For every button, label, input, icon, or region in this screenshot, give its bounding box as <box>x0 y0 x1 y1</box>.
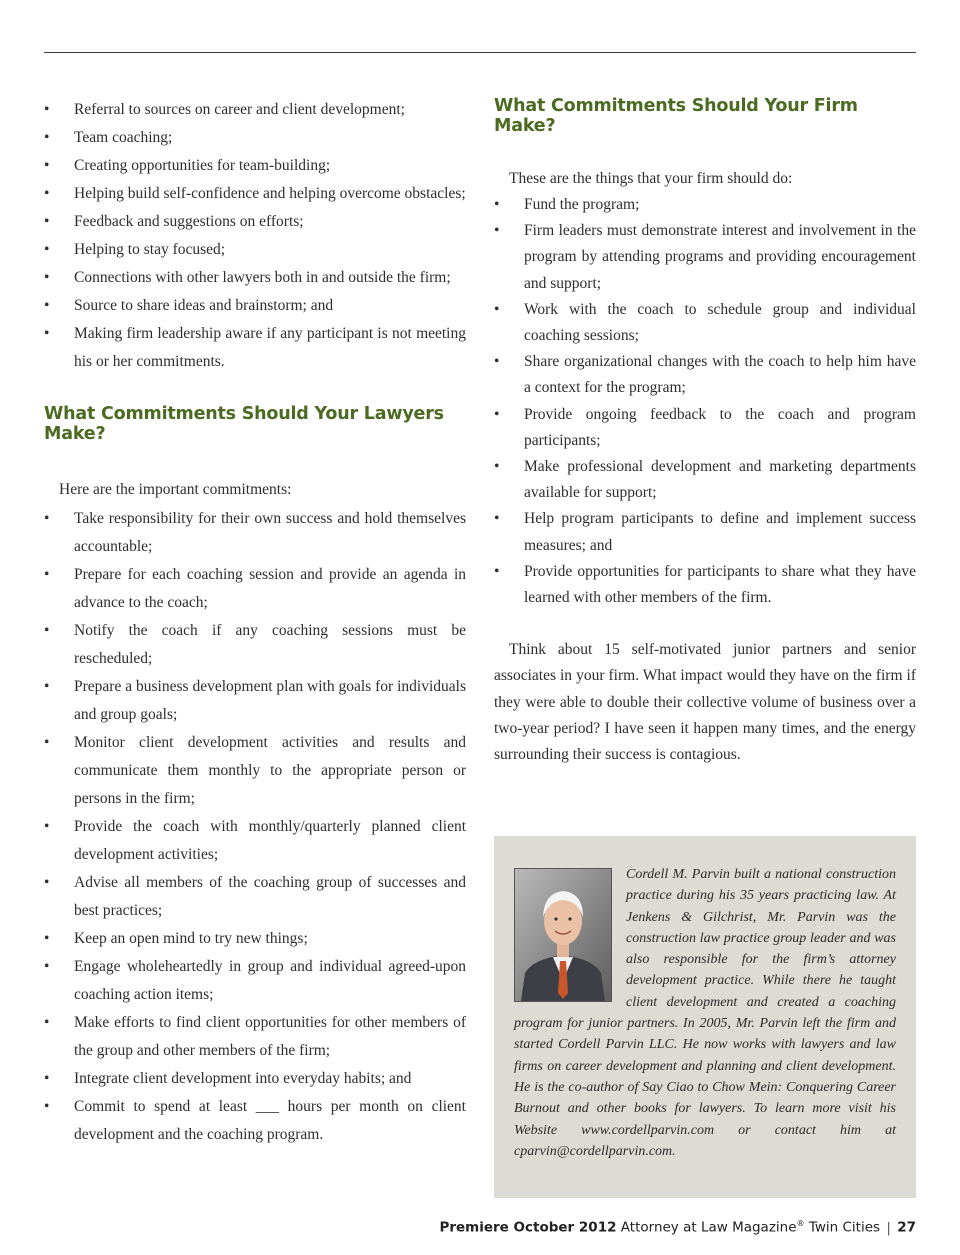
list-item: • Creating opportunities for team-building; <box>44 152 466 180</box>
list-item: • Connections with other lawyers both in and outside the firm; <box>44 264 466 292</box>
list-item: • Provide the coach with monthly/quarterly planned client development activities; <box>44 813 466 869</box>
footer-magazine: Attorney at Law Magazine <box>620 1219 797 1236</box>
list-item: • Source to share ideas and brainstorm; and <box>44 292 466 320</box>
list-item: • Feedback and suggestions on efforts; <box>44 208 466 236</box>
list-item: • Team coaching; <box>44 124 466 152</box>
list-item: • Referral to sources on career and client development; <box>44 96 466 124</box>
list-item: • Keep an open mind to try new things; <box>44 925 466 953</box>
right-column <box>494 96 916 768</box>
list-item: • Making firm leadership aware if any participant is not meeting his or her commitments. <box>44 320 466 376</box>
author-photo <box>514 868 612 1002</box>
list-item: • Firm leaders must demonstrate interest and involvement in the program by attending programs and providing encouragement and support; <box>494 218 916 297</box>
page-footer <box>439 1219 916 1236</box>
closing-paragraph: Think about 15 self-motivated junior partners and senior associates in your firm. What impact would they have on the firm if they were able to double their collective volume of business over a two-year period? I have seen it happen many times, and the energy surrounding their success is contagious. <box>494 641 916 764</box>
top-rule <box>44 52 916 53</box>
list-item: • Prepare for each coaching session and provide an agenda in advance to the coach; <box>44 561 466 617</box>
list-item: • Helping build self-confidence and helping overcome obstacles; <box>44 180 466 208</box>
list-item: • Share organizational changes with the coach to help him have a context for the program; <box>494 349 916 401</box>
list-item: • Prepare a business development plan with goals for individuals and group goals; <box>44 673 466 729</box>
list-item: • Make professional development and marketing departments available for support; <box>494 454 916 506</box>
list-item: • Fund the program; <box>494 192 916 218</box>
list-item: • Provide ongoing feedback to the coach and program participants; <box>494 402 916 454</box>
author-portrait-icon <box>515 869 611 1001</box>
left-column <box>44 96 466 1149</box>
list-item: • Helping to stay focused; <box>44 236 466 264</box>
list-item: • Integrate client development into everyday habits; and <box>44 1065 466 1093</box>
list-item: • Advise all members of the coaching group of successes and best practices; <box>44 869 466 925</box>
lawyers-commitments-heading: What Commitments Should Your Lawyers Make? <box>44 404 444 444</box>
page-number: 27 <box>897 1219 916 1236</box>
list-item: • Make efforts to find client opportunities for other members of the group and other members of the firm; <box>44 1009 466 1065</box>
list-item: • Help program participants to define and implement success measures; and <box>494 506 916 558</box>
lawyer-commitments-list <box>44 505 466 1149</box>
lawyers-intro: Here are the important commitments: <box>59 481 292 498</box>
list-item: • Commit to spend at least ___ hours per month on client development and the coaching program. <box>44 1093 466 1149</box>
list-item: • Notify the coach if any coaching sessions must be rescheduled; <box>44 617 466 673</box>
benefits-list <box>44 96 466 376</box>
firm-commitments-heading: What Commitments Should Your Firm Make? <box>494 96 858 136</box>
author-bio-text: Cordell M. Parvin built a national construction practice during his 35 years practicing law. At Jenkens & Gilchrist, Mr. Parvin was the construction law practice group leader and was also responsible for the firm’s attorney development practice. While there he taught client development and created a coaching program for junior partners. In 2005, Mr. Parvin left the firm and started Cordell Parvin LLC. He now works with lawyers and law firms on career development and planning and client development. He is the co-author of Say Ciao to Chow Mein: Conquering Career Burnout and other books for lawyers. To learn more visit his Website www.cordellparvin.com or contact him at cparvin@cordellparvin.com. <box>514 867 896 1159</box>
firm-commitments-list <box>494 192 916 611</box>
list-item: • Provide opportunities for participants to share what they have learned with other members of the firm. <box>494 559 916 611</box>
list-item: • Take responsibility for their own success and hold themselves accountable; <box>44 505 466 561</box>
registered-mark: ® <box>796 1219 805 1228</box>
list-item: • Monitor client development activities and results and communicate them monthly to the appropriate person or persons in the firm; <box>44 729 466 813</box>
firm-intro: These are the things that your firm should do: <box>509 170 793 187</box>
footer-issue: Premiere October 2012 <box>439 1219 617 1236</box>
footer-city: Twin Cities <box>808 1219 881 1236</box>
footer-separator: | <box>886 1219 891 1236</box>
list-item: • Engage wholeheartedly in group and individual agreed-upon coaching action items; <box>44 953 466 1009</box>
list-item: • Work with the coach to schedule group and individual coaching sessions; <box>494 297 916 349</box>
author-bio-box <box>494 836 916 1198</box>
